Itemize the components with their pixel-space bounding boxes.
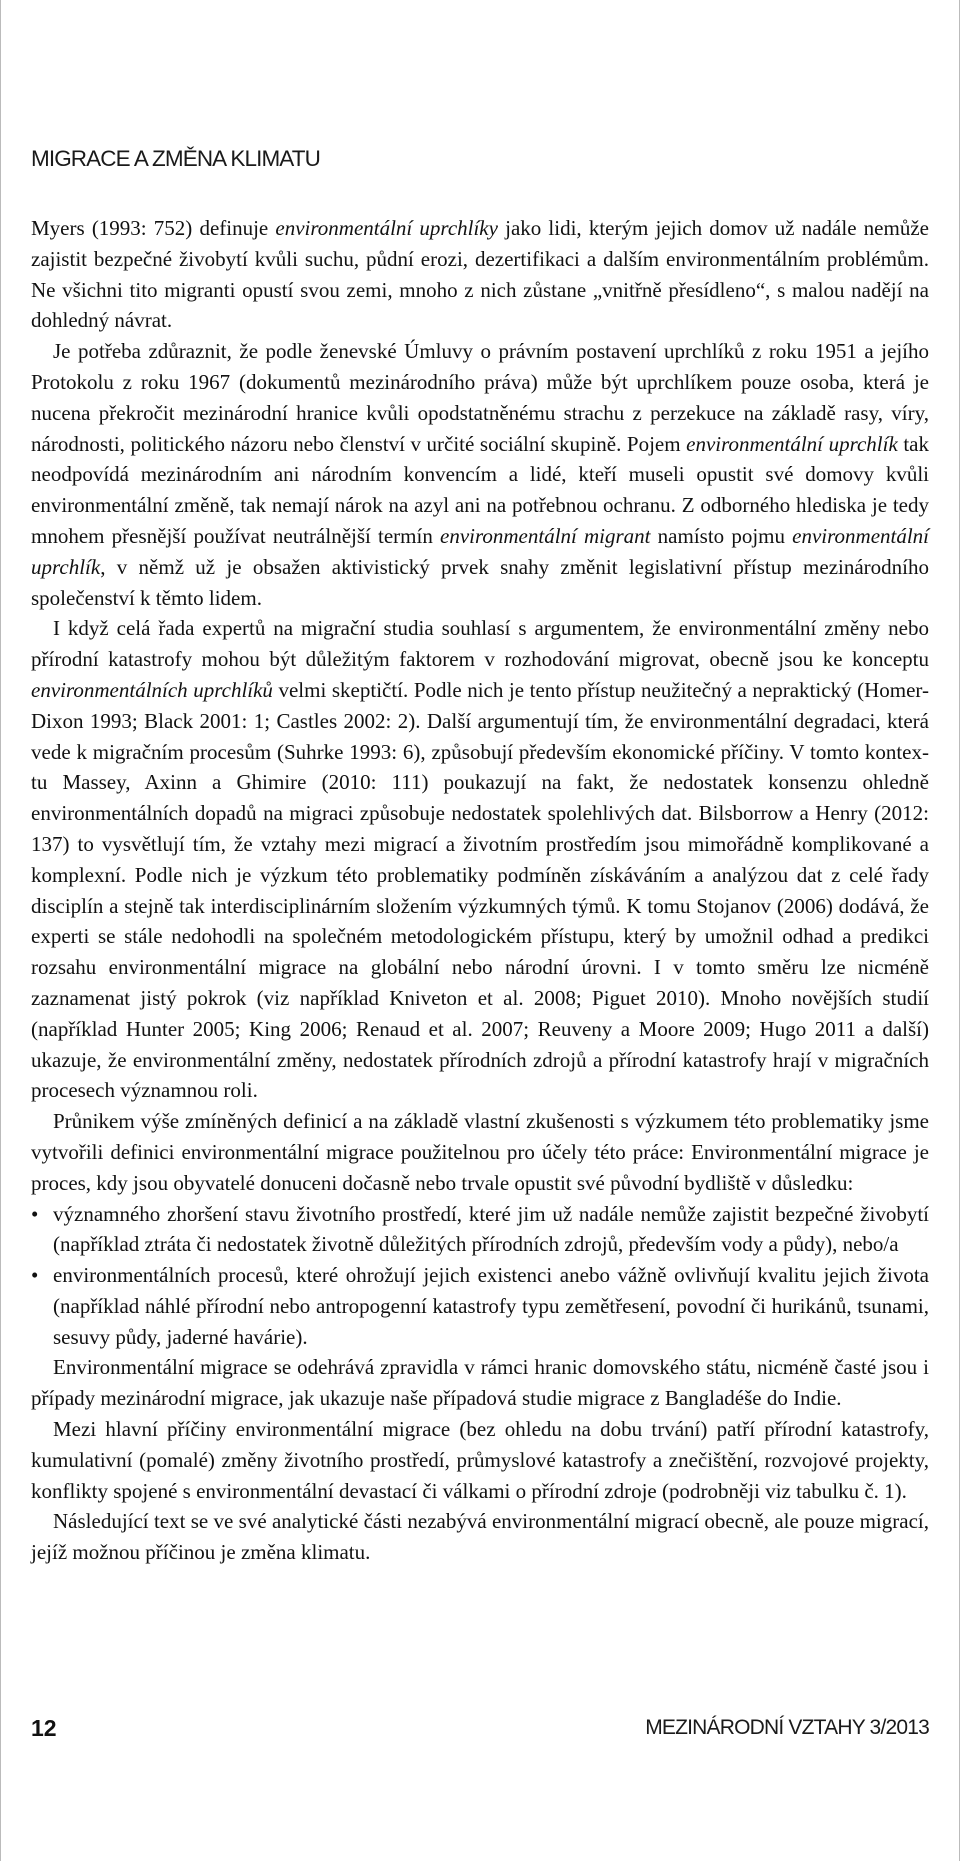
bullet-item: • významného zhoršení stavu životního prostředí, které jim už nadále nemůže zajistit bezpečné živobytí (například ztráta či nedostatek životně důležitých přírodních zdrojů, především vody a půdy), nebo/a bbox=[31, 1199, 929, 1261]
paragraph-2: Je potřeba zdůraznit, že podle ženevské Úmluvy o právním postavení uprchlíků z roku 1951 a jejího Protokolu z roku 1967 (dokumentů mezinárodního práva) může být uprchlíkem pouze osoba, která je nucena překročit mezinárodní hranice kvůli opodstatněnému strachu z perzekuce na základě rasy, víry, národnosti, politického názoru nebo členství v určité sociální skupině. Pojem environmentální uprchlík tak neodpovídá mezinárodním ani národním konvencím a lidé, kteří museli opustit své domovy kvůli environmentální změně, tak nemají nárok na azyl ani na potřebnou ochranu. Z odborného hlediska je tedy mnohem přesnější používat neutrálnější termín environmentální migrant namísto pojmu environmentální uprchlík, v němž už je obsažen aktivistický prvek snahy změnit legislativní přístup mezinárodního společenství k těmto lidem. bbox=[31, 339, 930, 610]
italic-term: environmentální migrant bbox=[440, 523, 651, 548]
paragraph-3: I když celá řada expertů na migrační studia souhlasí s argumentem, že environmentální změny nebo přírodní katastrofy mohou být důležitým faktorem v rozhodování migrovat, obecně jsou ke konceptu environmentálních uprchlíků velmi skeptičtí. Podle nich je tento přístup neužitečný a nepraktický (Homer-Dixon 1993; Black 2001: 1; Castles 2002: 2). Další argumentují tím, že environmentální degradaci, která vede k migračním procesům (Suhrke 1993: 6), způsobují především ekonomické příčiny. V tomto kontextu Massey, Axinn a Ghimire (2010: 111) poukazují na fakt, že nedostatek konsenzu ohledně environmentálních dopadů na migraci způsobuje nedostatek spolehlivých dat. Bilsborrow a Henry (2012: 137) to vysvětlují tím, že vztahy mezi migrací a životním prostředím jsou mimořádně komplikované a komplexní. Podle nich je výzkum této problematiky podmíněn získáváním a analýzou dat z celé řady disciplín a stejně tak interdisciplinárním složením výzkumných týmů. K tomu Stojanov (2006) dodává, že experti se stále nedohodli na společném metodologickém přístupu, který by umožnil odhad a predikci rozsahu environmentální migrace na globální nebo národní úrovni. I v tomto směru lze nicméně zaznamenat jistý pokrok (viz například Kniveton et al. 2008; Piguet 2010). Mnoho novějších studií (například Hunter 2005; King 2006; Renaud et al. 2007; Reuveny a Moore 2009; Hugo 2011 a další) ukazuje, že environmentální změny, nedostatek přírodních zdrojů a přírodní katastrofy hrají v migračních procesech významnou roli. bbox=[31, 616, 929, 1103]
journal-title: MEZINÁRODNÍ VZTAHY 3/2013 bbox=[645, 1716, 929, 1739]
bullet-list bbox=[31, 1199, 929, 1353]
italic-term: environmentální uprchlík bbox=[31, 523, 930, 579]
paragraph-4: Průnikem výše zmíněných definicí a na základě vlastní zkušenosti s výzkumem této problematiky jsme vytvořili definici environmentální migrace použitelnou pro účely této práce: Environmentální migrace je proces, kdy jsou obyvatelé donuceni dočasně nebo trvale opustit své původní bydliště v důsledku: bbox=[31, 1109, 929, 1195]
italic-term: environmentálních uprchlíků bbox=[31, 677, 273, 702]
running-title: MIGRACE A ZMĚNA KLIMATU bbox=[31, 146, 320, 171]
body-text bbox=[31, 213, 929, 1568]
italic-term: environmentální uprchlíky bbox=[275, 216, 498, 240]
paragraph-7: Následující text se ve své analytické části nezabývá environmentální migrací obecně, ale pouze migrací, jejíž možnou příčinou je změna klimatu. bbox=[31, 1509, 929, 1565]
page-number: 12 bbox=[31, 1715, 57, 1741]
paragraph-6: Mezi hlavní příčiny environmentální migrace (bez ohledu na dobu trvání) patří přírodní katastrofy, kumulativní (pomalé) změny životního prostředí, průmyslové katastrofy a znečištění, rozvojové projekty, konflikty spojené s environmentální devastací či válkami o přírodní zdroje (podrobněji viz tabulku č. 1). bbox=[31, 1417, 929, 1503]
paragraph-5: Environmentální migrace se odehrává zpravidla v rámci hranic domovského státu, nicméně časté jsou i případy mezinárodní migrace, jak ukazuje naše případová studie migrace z Bangladéše do Indie. bbox=[31, 1355, 929, 1411]
italic-term: environmentální uprchlík bbox=[686, 431, 898, 456]
paragraph-1: Myers (1993: 752) definuje environmentální uprchlíky jako lidi, kterým jejich domov už nadále nemůže zajistit bezpečné živobytí kvůli suchu, půdní erozi, dezertifikaci a dalším environmentálním problémům. Ne všichni tito migranti opustí svou zemi, mnoho z nich zůstane „vnitřně přesídleno“, s malou nadějí na dohledný návrat. bbox=[31, 216, 929, 333]
bullet-item: • environmentálních procesů, které ohrožují jejich existenci anebo vážně ovlivňují kvalitu jejich života (například náhlé přírodní nebo antropogenní katastrofy typu zemětřesení, povodní či hurikánů, tsunami, sesuvy půdy, jaderné havárie). bbox=[31, 1260, 929, 1352]
